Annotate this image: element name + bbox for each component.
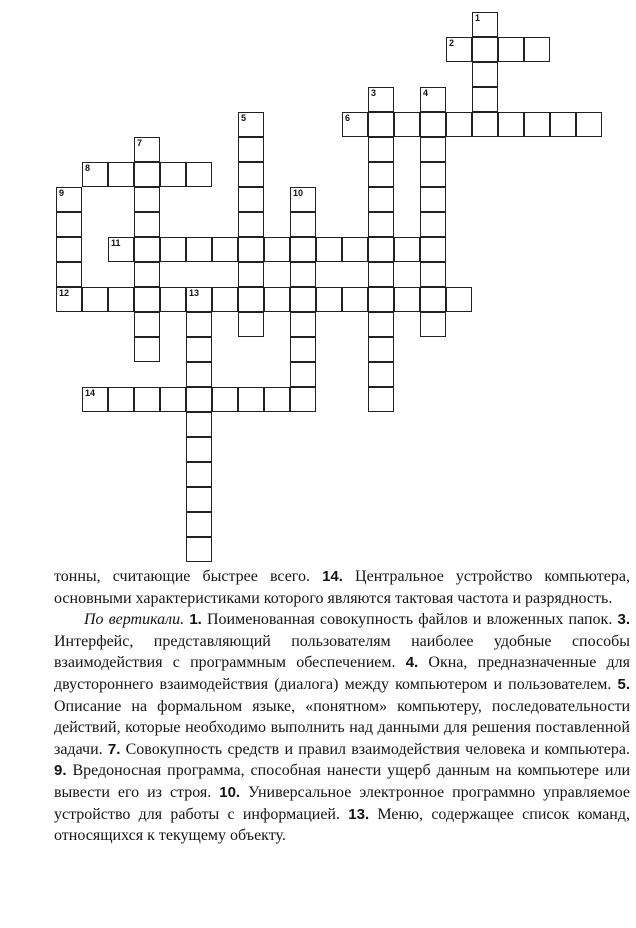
crossword-number-5: 5	[241, 113, 247, 123]
crossword-cell	[420, 312, 446, 337]
crossword-cell	[186, 412, 212, 437]
crossword-cell	[420, 187, 446, 212]
crossword-cell	[342, 237, 368, 262]
crossword-number-9: 9	[59, 188, 65, 198]
crossword-cell	[238, 187, 264, 212]
clue-1-text: Поименованная совокупность файлов и вложенных папок.	[201, 611, 618, 629]
crossword-cell	[160, 287, 186, 312]
crossword-cell	[316, 237, 342, 262]
crossword-cell	[368, 187, 394, 212]
crossword-cell	[238, 137, 264, 162]
clue-number-5: 5.	[617, 675, 630, 693]
crossword-cell	[134, 337, 160, 362]
crossword-cell	[368, 162, 394, 187]
crossword-number-8: 8	[85, 163, 91, 173]
crossword-cell	[56, 262, 82, 287]
crossword-cell	[290, 362, 316, 387]
crossword-cell	[368, 262, 394, 287]
clue-4-text: Окна, предназначенные для двустороннего взаимодействия (диалога) между компьютером и пользователем.	[54, 654, 631, 693]
crossword-cell	[368, 337, 394, 362]
crossword-cell-3	[368, 87, 394, 112]
crossword-cell	[420, 287, 446, 312]
crossword-cell	[368, 362, 394, 387]
crossword-number-14: 14	[85, 388, 96, 398]
crossword-cell	[160, 237, 186, 262]
clue-number-7: 7.	[107, 740, 121, 758]
clue-number-1: 1.	[189, 611, 202, 629]
clue-number-4: 4.	[405, 654, 419, 672]
clue-number-13: 13.	[348, 805, 370, 823]
crossword-cell	[550, 112, 576, 137]
crossword-cell-10	[290, 187, 316, 212]
crossword-cell	[238, 287, 264, 312]
crossword-cell	[264, 237, 290, 262]
crossword-cell	[238, 387, 264, 412]
crossword-cell	[368, 312, 394, 337]
crossword-cell	[108, 162, 134, 187]
clue-7-text: Совокупность средств и правил взаимодействия человека и компьютера.	[120, 740, 630, 758]
crossword-cell	[186, 512, 212, 537]
crossword-cell	[368, 112, 394, 137]
crossword-cell	[134, 262, 160, 287]
crossword-cell	[420, 237, 446, 262]
crossword-cell	[368, 237, 394, 262]
crossword-cell	[420, 137, 446, 162]
crossword-cell	[290, 312, 316, 337]
crossword-cell-2	[446, 37, 472, 62]
crossword-cell-6	[342, 112, 368, 137]
crossword-cell-13	[186, 287, 212, 312]
crossword-cell	[212, 387, 238, 412]
crossword-cell	[134, 387, 160, 412]
crossword-cell	[238, 162, 264, 187]
crossword-cell	[238, 262, 264, 287]
crossword-cell	[186, 437, 212, 462]
down-clues	[54, 609, 630, 847]
crossword-cell-5	[238, 112, 264, 137]
crossword-number-6: 6	[345, 113, 351, 123]
crossword-number-3: 3	[371, 88, 377, 98]
crossword-cell	[186, 387, 212, 412]
clue-fragment: тонны, считающие быстрее всего.	[54, 568, 323, 585]
crossword-cell	[498, 112, 524, 137]
crossword-cell	[186, 462, 212, 487]
crossword-cell	[238, 237, 264, 262]
crossword-number-4: 4	[423, 88, 429, 98]
crossword-cell-4	[420, 87, 446, 112]
crossword-cell	[186, 312, 212, 337]
crossword-cell	[186, 162, 212, 187]
crossword-cell	[264, 287, 290, 312]
crossword-cell	[472, 87, 498, 112]
crossword-cell	[186, 537, 212, 562]
clue-13-text: Меню, содержащее список команд, относящихся к текущему объекту.	[54, 805, 631, 845]
crossword-cell	[342, 287, 368, 312]
crossword-cell	[108, 387, 134, 412]
crossword-number-12: 12	[59, 288, 70, 298]
crossword-cell	[394, 112, 420, 137]
crossword-cell	[290, 237, 316, 262]
crossword-cell	[420, 112, 446, 137]
crossword-cell-8	[82, 162, 108, 187]
crossword-cell	[472, 62, 498, 87]
crossword-cell	[186, 237, 212, 262]
crossword-cell	[290, 337, 316, 362]
down-heading: По вертикали.	[84, 611, 185, 629]
crossword-cell	[290, 212, 316, 237]
crossword-cell	[186, 337, 212, 362]
clue-10-text: Универсальное электронное программно управляемое устройство для работы с информацией.	[54, 783, 630, 823]
clue-3-text: Интерфейс, представляющий пользователям наиболее удобные способы взаимодействия с программным обеспечением.	[54, 632, 630, 672]
crossword-cell-14	[82, 387, 108, 412]
crossword-cell-11	[108, 237, 134, 262]
crossword-cell	[368, 137, 394, 162]
crossword-cell	[290, 287, 316, 312]
crossword-cell	[238, 312, 264, 337]
crossword-cell	[394, 237, 420, 262]
clue-5-text: Описание на формальном языке, «понятном» компьютеру, последовательности действий, которые необходимо выполнить над данными для решения поставленной задачи.	[54, 697, 630, 758]
crossword-cell	[446, 112, 472, 137]
crossword-cell	[316, 287, 342, 312]
crossword-cell	[56, 212, 82, 237]
clue-number-10: 10.	[219, 783, 241, 801]
crossword-cell	[498, 37, 524, 62]
crossword-cell	[186, 362, 212, 387]
crossword-cell	[134, 212, 160, 237]
crossword-cell	[420, 262, 446, 287]
crossword-cell	[134, 187, 160, 212]
crossword-number-10: 10	[293, 188, 304, 198]
clues-text	[54, 566, 630, 847]
crossword-number-13: 13	[189, 288, 200, 298]
crossword-cell	[576, 112, 602, 137]
crossword-cell	[212, 237, 238, 262]
crossword-cell	[264, 387, 290, 412]
crossword-cell	[186, 487, 212, 512]
crossword-number-11: 11	[111, 238, 121, 248]
crossword-cell	[160, 162, 186, 187]
crossword-cell	[368, 212, 394, 237]
crossword-cell	[212, 287, 238, 312]
crossword-cell	[420, 212, 446, 237]
crossword-number-7: 7	[137, 138, 143, 148]
crossword-cell	[446, 287, 472, 312]
clue-number-3: 3.	[617, 611, 630, 629]
crossword-cell-12	[56, 287, 82, 312]
crossword-cell	[368, 387, 394, 412]
clue-number-14: 14.	[322, 568, 343, 585]
crossword-cell-9	[56, 187, 82, 212]
crossword-cell	[524, 37, 550, 62]
crossword-cell	[472, 112, 498, 137]
crossword-cell-7	[134, 137, 160, 162]
clue-number-9: 9.	[54, 762, 67, 780]
clue-14-text: Центральное устройство компьютера, основными характеристиками которого являются тактовая частота и разрядность.	[54, 568, 630, 607]
crossword-cell	[108, 287, 134, 312]
crossword-cell	[160, 387, 186, 412]
crossword-cell	[472, 37, 498, 62]
crossword-cell	[134, 287, 160, 312]
clue-9-text: Вредоносная программа, способная нанести ущерб данным на компьютере или вывести его из строя.	[54, 762, 630, 801]
crossword-cell	[524, 112, 550, 137]
crossword-cell	[134, 162, 160, 187]
crossword-cell	[134, 237, 160, 262]
crossword-cell	[290, 262, 316, 287]
crossword-number-2: 2	[449, 38, 455, 48]
crossword-cell	[394, 287, 420, 312]
crossword-cell-1	[472, 12, 498, 37]
crossword-cell	[290, 387, 316, 412]
crossword-cell	[420, 162, 446, 187]
crossword-cell	[134, 312, 160, 337]
crossword-cell	[238, 212, 264, 237]
crossword-cell	[82, 287, 108, 312]
across-clues-tail	[54, 566, 630, 609]
crossword-number-1: 1	[475, 13, 481, 23]
crossword-cell	[56, 237, 82, 262]
crossword-cell	[368, 287, 394, 312]
